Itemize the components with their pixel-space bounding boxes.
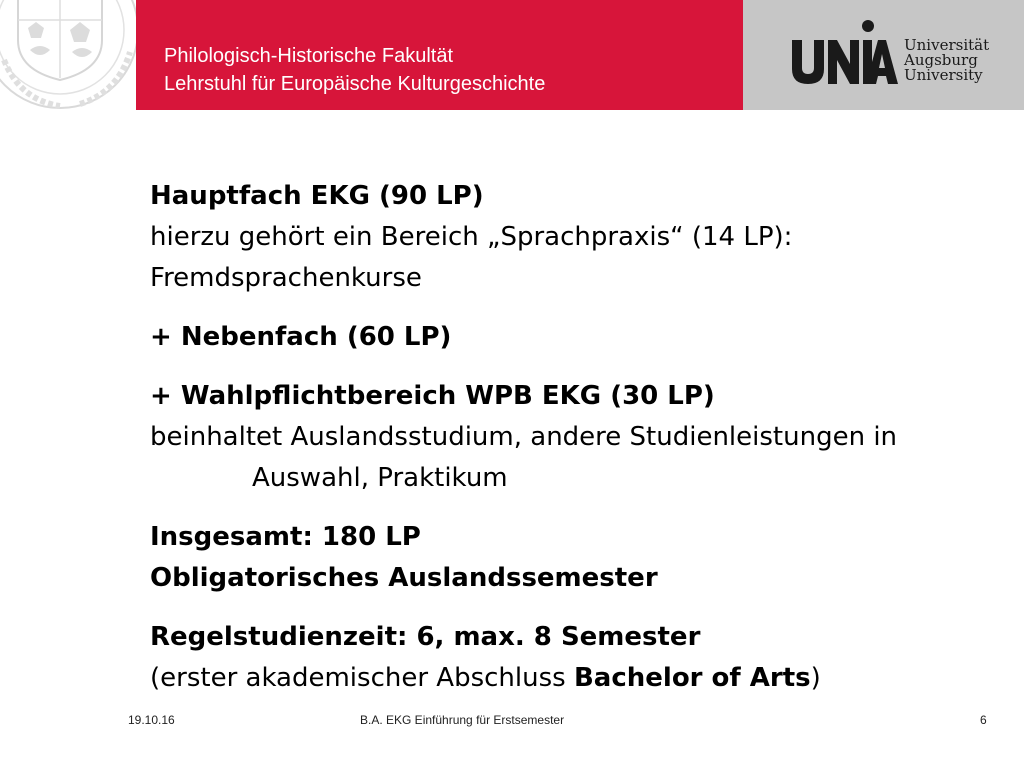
faculty-title: Philologisch-Historische Fakultät: [164, 45, 454, 67]
degree-suffix: ): [810, 663, 821, 693]
university-name-de: Universität: [904, 36, 990, 54]
main-subject-note-2: Fremdsprachenkurse: [150, 263, 422, 293]
main-subject-note: hierzu gehört ein Bereich „Sprachpraxis“ (14 LP):: [150, 222, 793, 252]
university-name: [904, 38, 989, 83]
minor-subject: + Nebenfach (60 LP): [150, 322, 452, 352]
standard-duration: Regelstudienzeit: 6, max. 8 Semester: [150, 622, 701, 652]
university-logo-icon: [790, 18, 898, 88]
elective-note-2: Auswahl, Praktikum: [252, 463, 508, 493]
footer-date: 19.10.16: [128, 713, 175, 727]
elective-area: + Wahlpflichtbereich WPB EKG (30 LP): [150, 381, 715, 411]
header-band: [136, 0, 743, 110]
degree-prefix: (erster akademischer Abschluss: [150, 663, 574, 693]
degree-line: [150, 658, 990, 699]
degree-name: Bachelor of Arts: [573, 663, 811, 693]
logo-band: [743, 0, 1024, 110]
elective-note: beinhaltet Auslandsstudium, andere Studienleistungen in: [150, 422, 898, 452]
slide-body: [150, 176, 990, 699]
page-number: 6: [980, 713, 987, 727]
university-name-en: University: [904, 66, 983, 84]
university-city: Augsburg: [904, 51, 978, 69]
university-seal: [0, 0, 136, 110]
mandatory-abroad: Obligatorisches Auslandssemester: [150, 563, 658, 593]
chair-title: Lehrstuhl für Europäische Kulturgeschichte: [164, 73, 546, 95]
total-credits: Insgesamt: 180 LP: [150, 522, 421, 552]
university-seal-icon: [0, 0, 136, 110]
footer-title: B.A. EKG Einführung für Erstsemester: [360, 713, 565, 727]
main-subject: Hauptfach EKG (90 LP): [150, 181, 484, 211]
